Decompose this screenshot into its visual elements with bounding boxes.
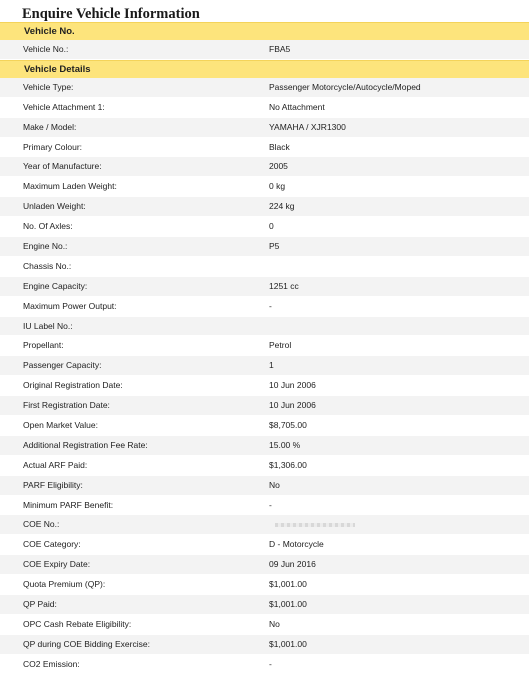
field-label: No. Of Axles: (23, 221, 73, 232)
field-label: Maximum Laden Weight: (23, 181, 117, 192)
table-row (0, 78, 529, 98)
field-value: 0 kg (269, 181, 286, 192)
vehicle-no-table (0, 40, 529, 60)
table-row (0, 257, 529, 277)
field-value: No (269, 479, 280, 490)
field-label: Primary Colour: (23, 141, 83, 152)
table-row (0, 476, 529, 496)
field-value: Passenger Motorcycle/Autocycle/Moped (269, 81, 421, 92)
field-label: Make / Model: (23, 121, 77, 132)
field-label: Engine Capacity: (23, 280, 88, 291)
table-row (0, 118, 529, 138)
field-value: - (269, 300, 272, 311)
table-row (0, 197, 529, 217)
field-label: Actual ARF Paid: (23, 459, 88, 470)
field-value: $8,705.00 (269, 420, 307, 431)
field-label: Engine No.: (23, 241, 68, 252)
field-value: No Attachment (269, 101, 325, 112)
table-row (0, 277, 529, 297)
field-value: 10 Jun 2006 (269, 380, 316, 391)
field-label: PARF Eligibility: (23, 479, 83, 490)
page-title: Enquire Vehicle Information (22, 6, 200, 22)
field-label: Chassis No.: (23, 260, 72, 271)
vehicle-details-table (0, 78, 529, 675)
table-row (0, 436, 529, 456)
table-row (0, 635, 529, 655)
field-label: Maximum Power Output: (23, 300, 117, 311)
field-label: Year of Manufacture: (23, 161, 102, 172)
table-row (0, 575, 529, 595)
field-label: Original Registration Date: (23, 380, 123, 391)
table-row (0, 655, 529, 675)
section-header-vehicle-details: Vehicle Details (0, 60, 529, 78)
table-row (0, 217, 529, 237)
field-label: COE Category: (23, 539, 81, 550)
table-row (0, 376, 529, 396)
field-label: QP during COE Bidding Exercise: (23, 638, 150, 649)
field-value: $1,001.00 (269, 579, 307, 590)
table-row (0, 157, 529, 177)
field-value: Black (269, 141, 290, 152)
field-value: 224 kg (269, 201, 295, 212)
table-row (0, 138, 529, 158)
field-value: $1,001.00 (269, 638, 307, 649)
field-label: Propellant: (23, 340, 64, 351)
field-value: 0 (269, 221, 274, 232)
section-header-vehicle-no: Vehicle No. (0, 22, 529, 40)
field-value: $1,306.00 (269, 459, 307, 470)
field-label: OPC Cash Rebate Eligibility: (23, 618, 132, 629)
table-row (0, 40, 529, 60)
field-value: Petrol (269, 340, 292, 351)
table-row (0, 515, 529, 535)
field-label: Unladen Weight: (23, 201, 86, 212)
field-value: $1,001.00 (269, 599, 307, 610)
field-value: 1251 cc (269, 280, 299, 291)
field-value: FBA5 (269, 44, 291, 54)
field-label: Vehicle Type: (23, 81, 74, 92)
field-label: Passenger Capacity: (23, 360, 102, 371)
table-row (0, 237, 529, 257)
redacted-value (275, 523, 355, 527)
table-row (0, 496, 529, 516)
table-row (0, 555, 529, 575)
field-label: Vehicle No.: (23, 44, 69, 54)
table-row (0, 416, 529, 436)
field-label: COE No.: (23, 519, 60, 530)
field-label: IU Label No.: (23, 320, 73, 331)
field-value: - (269, 658, 272, 669)
table-row (0, 535, 529, 555)
field-value: 1 (269, 360, 274, 371)
field-value: 10 Jun 2006 (269, 400, 316, 411)
field-label: QP Paid: (23, 599, 57, 610)
field-value: 09 Jun 2016 (269, 559, 316, 570)
field-value: 15.00 % (269, 439, 301, 450)
table-row (0, 595, 529, 615)
field-label: Additional Registration Fee Rate: (23, 439, 148, 450)
table-row (0, 297, 529, 317)
field-value: D - Motorcycle (269, 539, 324, 550)
table-row (0, 317, 529, 337)
field-value: YAMAHA / XJR1300 (269, 121, 346, 132)
table-row (0, 396, 529, 416)
table-row (0, 356, 529, 376)
field-label: CO2 Emission: (23, 658, 80, 669)
table-row (0, 615, 529, 635)
field-value: No (269, 618, 280, 629)
field-label: Open Market Value: (23, 420, 98, 431)
table-row (0, 177, 529, 197)
table-row (0, 456, 529, 476)
field-label: Vehicle Attachment 1: (23, 101, 105, 112)
field-label: COE Expiry Date: (23, 559, 91, 570)
table-row (0, 98, 529, 118)
field-label: Quota Premium (QP): (23, 579, 106, 590)
field-value: - (269, 499, 272, 510)
field-label: Minimum PARF Benefit: (23, 499, 114, 510)
field-value (269, 515, 529, 534)
field-value: 2005 (269, 161, 288, 172)
table-row (0, 336, 529, 356)
field-value: P5 (269, 241, 280, 252)
field-label: First Registration Date: (23, 400, 110, 411)
